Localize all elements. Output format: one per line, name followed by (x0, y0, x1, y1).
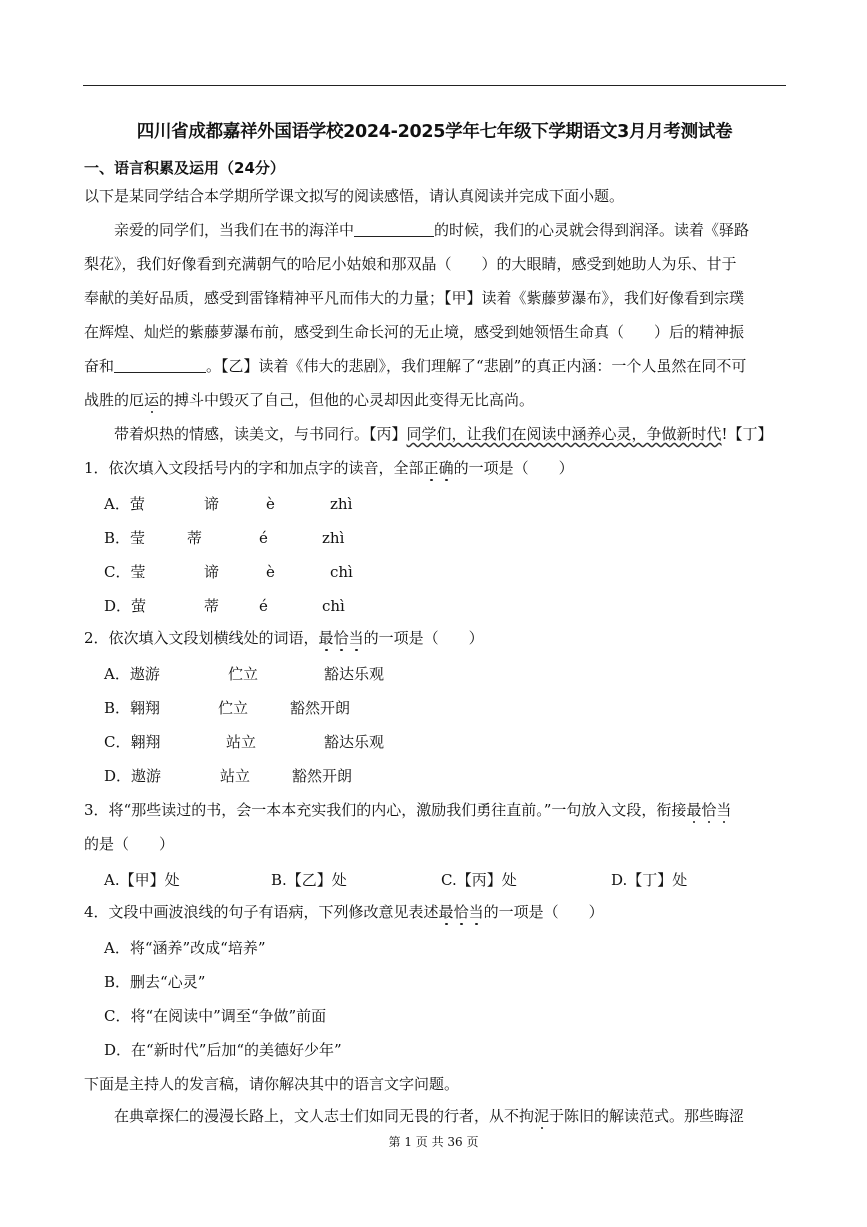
dotted-char: 当 (348, 629, 364, 647)
para1-line6-text-b: 的搏斗中毁灭了自己，但他的心灵却因此变得无比高尚。 (159, 391, 535, 409)
option-value: 蒂 (187, 529, 203, 547)
question-2-stem (84, 627, 484, 649)
q4-option-a[interactable]: A．将“涵养”改成“培养” (104, 939, 266, 957)
para1-line1-text-b: 的时候，我们的心灵就会得到润泽。读着《驿路 (434, 221, 750, 239)
para1-line5 (84, 355, 746, 377)
option-value: 站立 (220, 767, 251, 785)
q4-option-d[interactable]: D．在“新时代”后加“的美德好少年” (104, 1041, 342, 1059)
option-label: D．遨游 (104, 767, 162, 785)
para1-line3: 奉献的美好品质，感受到雷锋精神平凡而伟大的力量；【甲】读着《紫藤萝瀑布》，我们好像看到宗璞 (84, 289, 745, 307)
dotted-char: 最 (318, 629, 334, 647)
option-value: 蒂 (204, 597, 220, 615)
dotted-char: 确 (438, 459, 454, 477)
next-para-text-a: 在典章探仁的漫漫长路上，文人志士们如同无畏的行者，从不拘 (114, 1107, 535, 1125)
exam-title: 四川省成都嘉祥外国语学校2024-2025学年七年级下学期语文3月月考测试卷 (136, 122, 733, 142)
q3-option-d[interactable]: D.【丁】处 (611, 871, 688, 889)
header-rule (83, 85, 786, 86)
section-intro: 以下是某同学结合本学期所学课文拟写的阅读感悟，请认真阅读并完成下面小题。 (84, 187, 625, 205)
option-value: 豁然开朗 (292, 767, 353, 785)
question-3-stem-line2: 的是（ ） (84, 835, 175, 853)
option-label: A．遨游 (104, 665, 160, 683)
q4-stem-text-a: 4．文段中画波浪线的句子有语病，下列修改意见表述 (84, 903, 439, 921)
q2-stem-text-b: 的一项是（ ） (363, 629, 484, 647)
para1-line5-text-b: 。【乙】读着《伟大的悲剧》，我们理解了“悲剧”的真正内涵：一个人虽然在同不可 (206, 357, 747, 375)
q3-stem-text-a: 3．将“那些读过的书，会一本本充实我们的内心，激励我们勇往直前。”一句放入文段，衔接 (84, 801, 687, 819)
para1-line1-text-a: 亲爱的同学们，当我们在书的海洋中 (114, 221, 355, 239)
option-value: 豁达乐观 (324, 665, 385, 683)
option-value: é (259, 529, 268, 547)
para1-line1 (114, 219, 749, 241)
dotted-char: 泥 (534, 1107, 550, 1125)
para1-line6 (84, 389, 534, 411)
dotted-char: 恰 (333, 629, 349, 647)
para2-line1 (114, 423, 773, 445)
para2-text-b: !【丁】 (721, 425, 773, 443)
option-value: 谛 (204, 563, 220, 581)
option-label: A．萤 (104, 495, 145, 513)
q4-stem-text-b: 的一项是（ ） (483, 903, 604, 921)
question-4-stem (84, 901, 604, 923)
dotted-char: 恰 (453, 903, 469, 921)
wavy-underlined-sentence: 同学们，让我们在阅读中涵养心灵，争做新时代 (406, 425, 722, 443)
question-1-stem (84, 457, 574, 479)
blank-2 (114, 358, 206, 373)
option-value: 伫立 (218, 699, 249, 717)
option-label: D．萤 (104, 597, 147, 615)
q1-stem-text-a: 1．依次填入文段括号内的字和加点字的读音，全部 (84, 459, 424, 477)
dotted-char: 正 (423, 459, 439, 477)
option-label: B．翱翔 (104, 699, 161, 717)
next-paragraph-line1 (114, 1105, 744, 1127)
para1-line6-text-a: 战胜的厄 (84, 391, 145, 409)
next-section-intro: 下面是主持人的发言稿，请你解决其中的语言文字问题。 (84, 1075, 460, 1093)
q3-option-a[interactable]: A.【甲】处 (104, 871, 180, 889)
q1-stem-text-b: 的一项是（ ） (453, 459, 574, 477)
dotted-char: 运 (144, 391, 160, 409)
section-heading: 一、语言积累及运用（24分） (84, 159, 285, 177)
option-label: B．莹 (104, 529, 146, 547)
option-value: 谛 (204, 495, 220, 513)
q4-option-b[interactable]: B．删去“心灵” (104, 973, 206, 991)
option-value: 伫立 (228, 665, 259, 683)
blank-1 (354, 222, 434, 237)
para1-line2: 梨花》，我们好像看到充满朝气的哈尼小姑娘和那双晶（ ）的大眼睛，感受到她助人为乐、甘于 (84, 255, 737, 273)
option-label: C．莹 (104, 563, 146, 581)
q2-stem-text-a: 2．依次填入文段划横线处的词语， (84, 629, 319, 647)
option-value: zhì (330, 495, 353, 513)
option-value: chì (330, 563, 353, 581)
option-value: è (266, 495, 275, 513)
option-value: é (259, 597, 268, 615)
q4-option-c[interactable]: C．将“在阅读中”调至“争做”前面 (104, 1007, 327, 1025)
next-para-text-b: 于陈旧的解读范式。那些晦涩 (549, 1107, 745, 1125)
para1-line5-text-a: 奋和 (84, 357, 115, 375)
para2-text-a: 带着炽热的情感，读美文，与书同行。【丙】 (114, 425, 407, 443)
option-value: chì (322, 597, 345, 615)
para1-line4: 在辉煌、灿烂的紫藤萝瀑布前，感受到生命长河的无止境，感受到她领悟生命真（ ）后的精神振 (84, 323, 745, 341)
dotted-char: 当 (468, 903, 484, 921)
q3-option-b[interactable]: B.【乙】处 (271, 871, 347, 889)
dotted-char: 当 (716, 801, 732, 819)
q3-option-c[interactable]: C.【丙】处 (441, 871, 517, 889)
option-value: zhì (322, 529, 345, 547)
option-value: 豁达乐观 (324, 733, 385, 751)
option-label: C．翱翔 (104, 733, 161, 751)
option-value: 豁然开朗 (290, 699, 351, 717)
dotted-char: 最 (686, 801, 702, 819)
dotted-char: 恰 (701, 801, 717, 819)
dotted-char: 最 (438, 903, 454, 921)
page-footer: 第 1 页 共 36 页 (388, 1135, 479, 1149)
question-3-stem (84, 799, 731, 821)
option-value: è (266, 563, 275, 581)
option-value: 站立 (226, 733, 257, 751)
